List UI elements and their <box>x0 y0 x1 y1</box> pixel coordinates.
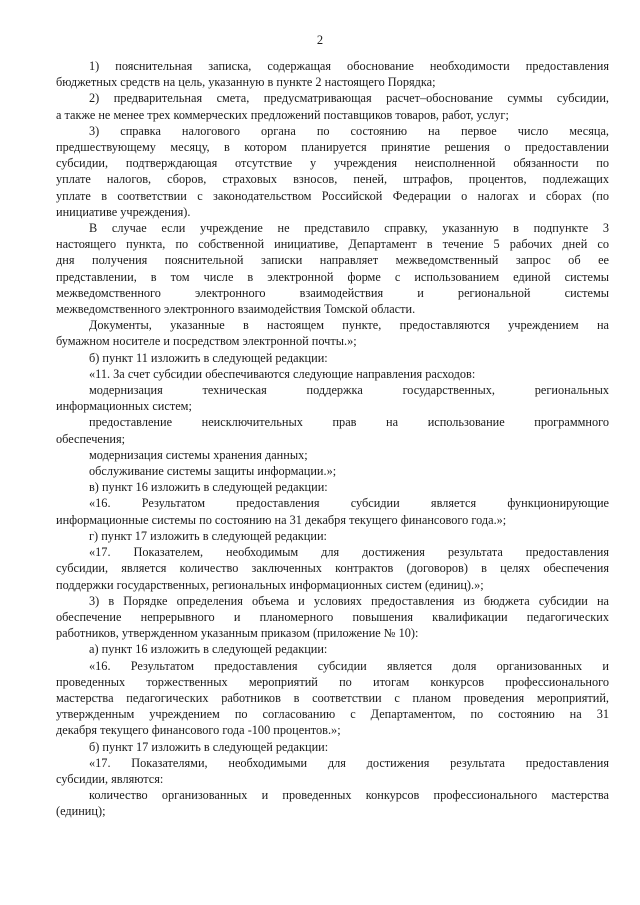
text-line: проведенных торжественных мероприятий по итогам конкурсов профессионального <box>56 674 609 689</box>
document-body <box>56 58 609 820</box>
text-line: б) пункт 11 изложить в следующей редакции: <box>89 350 328 365</box>
text-line: инициативе учреждения). <box>56 204 191 219</box>
text-line: «11. За счет субсидии обеспечиваются следующие направления расходов: <box>89 366 476 381</box>
text-line: обеспечение непрерывного и планомерного повышения квалификации педагогических <box>56 609 609 624</box>
text-line: субсидии, являются: <box>56 771 164 786</box>
text-line: а) пункт 16 изложить в следующей редакции: <box>89 642 328 657</box>
text-line: межведомственного электронного взаимодействия и региональной системы <box>56 285 609 300</box>
text-line: декабря текущего финансового года -100 процентов.»; <box>56 723 341 738</box>
text-line: в) пункт 16 изложить в следующей редакции: <box>89 480 328 495</box>
text-line: бюджетных средств на цель, указанную в пункте 2 настоящего Порядка; <box>56 75 436 90</box>
text-line: утвержденным учреждением по согласованию с Департаментом, по состоянию на 31 <box>56 707 609 722</box>
text-line: информационных систем; <box>56 399 192 414</box>
text-line: бумажном носителе и посредством электронной почты.»; <box>56 334 357 349</box>
text-line: 1) пояснительная записка, содержащая обоснование необходимости предоставления <box>89 59 609 73</box>
text-line: настоящего пункта, по собственной инициативе, Департамент в течение 5 рабочих дней со <box>56 237 609 252</box>
text-line: представлении, в том числе в электронной форме с использованием единой системы <box>56 269 609 284</box>
text-line: «16. Результатом предоставления субсидии является доля организованных и <box>89 658 609 673</box>
text-line: «17. Показателями, необходимыми для достижения результата предоставления <box>89 755 609 770</box>
text-line: а также не менее трех коммерческих предложений поставщиков товаров, работ, услуг; <box>56 107 509 122</box>
text-line: предоставление неисключительных прав на использование программного <box>89 415 609 430</box>
text-line: (единиц); <box>56 804 106 819</box>
text-line: В случае если учреждение не представило справку, указанную в подпункте 3 <box>89 221 609 236</box>
text-line: количество организованных и проведенных конкурсов профессионального мастерства <box>89 788 609 803</box>
text-line: «16. Результатом предоставления субсидии является функционирующие <box>89 496 609 511</box>
text-line: мастерства педагогических работников в соответствии с планом проведения мероприятий, <box>56 690 609 705</box>
text-line: модернизация системы хранения данных; <box>89 447 308 462</box>
text-line: субсидии, подтверждающая отсутствие у учреждения неисполненной обязанности по <box>56 156 609 171</box>
text-line: б) пункт 17 изложить в следующей редакции: <box>89 739 329 754</box>
text-line: обслуживание системы защиты информации.»; <box>89 464 337 479</box>
text-line: работников, утвержденном указанным приказом (приложение № 10): <box>56 626 419 641</box>
text-line: уплате налогов, сборов, страховых взносов, пеней, штрафов, процентов, подлежащих <box>56 172 609 187</box>
text-line: «17. Показателем, необходимым для достижения результата предоставления <box>89 545 609 560</box>
text-line: 3) справка налогового органа по состоянию на первое число месяца, <box>89 123 609 138</box>
text-line: 3) в Порядке определения объема и условиях предоставления из бюджета субсидии на <box>89 593 609 608</box>
text-line: межведомственного электронного взаимодействия Томской области. <box>56 302 416 317</box>
text-line: 2) предварительная смета, предусматривающая расчет–обоснование суммы субсидии, <box>89 91 609 106</box>
text-line: субсидии, является количество заключенных контрактов (договоров) в целях обеспечения <box>56 561 609 576</box>
text-line: предшествующему месяцу, в котором планируется принятие решения о предоставлении <box>56 140 609 155</box>
text-line: модернизация техническая поддержка государственных, региональных <box>89 383 609 398</box>
text-line: обеспечения; <box>56 431 126 446</box>
text-line: г) пункт 17 изложить в следующей редакции: <box>89 528 327 543</box>
page-number: 2 <box>316 33 324 47</box>
text-line: Документы, указанные в настоящем пункте, предоставляются учреждением на <box>89 318 609 333</box>
text-line: поддержки государственных, региональных информационных систем (единиц).»; <box>56 577 484 592</box>
text-line: уплате в соответствии с законодательством Российской Федерации о налогах и сборах (по <box>56 188 609 203</box>
text-line: информационные системы по состоянию на 31 декабря текущего финансового года.»; <box>56 512 507 527</box>
text-line: дня получения пояснительной записки направляет межведомственный запрос об ее <box>56 253 609 268</box>
